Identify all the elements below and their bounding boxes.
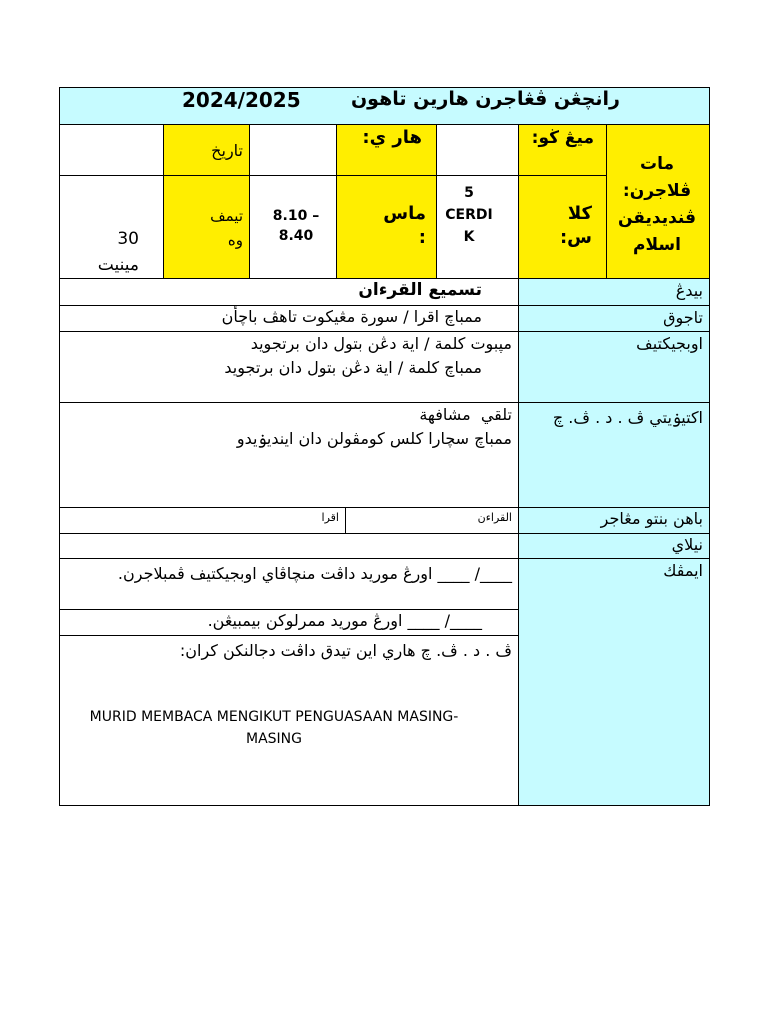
objective-line-2: ممباچ كلمة / اية دڠن بتول دان برتجويد	[224, 358, 482, 377]
topic-value: ممباچ اقرا / سورة مڠيكوت تاهڤ باچأن	[221, 307, 482, 326]
duration-value-cell	[59, 175, 164, 279]
aid-value-2: اقرا	[321, 511, 339, 524]
subject-label: مات ڤلاجرن: ڤنديديقن اسلام	[612, 154, 696, 255]
impact-note: MURID MEMBACA MENGIKUT PENGUASAAN MASING-MASING	[89, 709, 459, 747]
field-label-cell	[518, 278, 710, 306]
aid-value-1: القراءن	[477, 511, 512, 524]
header-title-cell	[59, 87, 710, 125]
topic-label-cell	[518, 305, 710, 332]
values-label-cell	[518, 533, 710, 559]
week-label-cell	[518, 124, 607, 176]
activity-label: اكتيۏيتي ڤ . د . ڤ. چ	[552, 408, 703, 427]
date-label-cell	[163, 124, 250, 176]
activity-value-cell	[59, 402, 519, 508]
impact-label-cell	[518, 558, 710, 806]
date-value-cell	[249, 124, 337, 176]
topic-label: تاجوق	[663, 308, 703, 327]
class-label: كلا س:	[559, 203, 592, 248]
header-title: رانچڠن ڤڠاجرن هارين تاهون	[350, 88, 620, 110]
impact-cell-3	[59, 635, 519, 806]
duration-value: 30 مينيت	[97, 229, 139, 275]
duration-value-cell-top	[59, 124, 164, 176]
duration-label: تيمف وه	[205, 207, 243, 249]
day-value-cell	[436, 124, 519, 176]
objective-line-1: مپبوت كلمة / اية دڠن بتول دان برتجويد	[250, 334, 512, 353]
field-value-cell	[59, 278, 519, 306]
objective-label: اوبجيكتيف	[636, 334, 703, 353]
time-value-cell	[249, 175, 337, 279]
impact-cell-1	[59, 558, 519, 610]
date-label: تاريخ	[211, 141, 243, 160]
aid-label-cell	[518, 507, 710, 534]
values-label: نيلاي	[671, 535, 703, 554]
aid-label: باهن بنتو مڠاجر	[600, 509, 703, 528]
day-label-cell	[336, 124, 437, 176]
impact-label: ايمڤك	[663, 561, 703, 580]
field-label: بيدڠ	[675, 281, 703, 300]
activity-line-2: ممباچ سچارا كلس كومڤولن دان اينديۏيدو	[236, 429, 512, 448]
subject-cell	[606, 124, 710, 279]
week-label: ميڠ ڬو:	[531, 128, 594, 148]
field-value: تسميع القرءان	[358, 280, 482, 300]
aid-value-cell-2	[59, 507, 346, 534]
time-label-cell	[336, 175, 437, 279]
impact-cell-2	[59, 609, 519, 636]
aid-value-cell-1	[345, 507, 519, 534]
topic-value-cell	[59, 305, 519, 332]
duration-label-cell	[163, 175, 250, 279]
class-value: 5 CERDI K	[445, 185, 498, 245]
class-value-cell	[436, 175, 519, 279]
impact-line-3: ڤ . د . ڤ. چ هاري اين تيدق داڤت دجالنكن كران:	[179, 641, 512, 660]
time-label: ماس :	[376, 203, 426, 248]
impact-line-2: ____/ ____ اورڠ موريد ممرلوكن بيمبيڠن.	[207, 611, 482, 630]
day-label: هار ي:	[362, 127, 422, 148]
time-value: 8.10 – 8.40	[272, 208, 325, 244]
class-label-cell	[518, 175, 607, 279]
impact-line-1: ____/ ____ اورڠ موريد داڤت منچاڤاي اوبجيكتيف ڤمبلاجرن.	[117, 564, 512, 583]
objective-value-cell	[59, 331, 519, 403]
values-value-cell	[59, 533, 519, 559]
header-year: 2024/2025	[182, 88, 301, 112]
activity-line-1: تلقي مشافهة	[419, 405, 512, 424]
objective-label-cell	[518, 331, 710, 403]
activity-label-cell	[518, 402, 710, 508]
